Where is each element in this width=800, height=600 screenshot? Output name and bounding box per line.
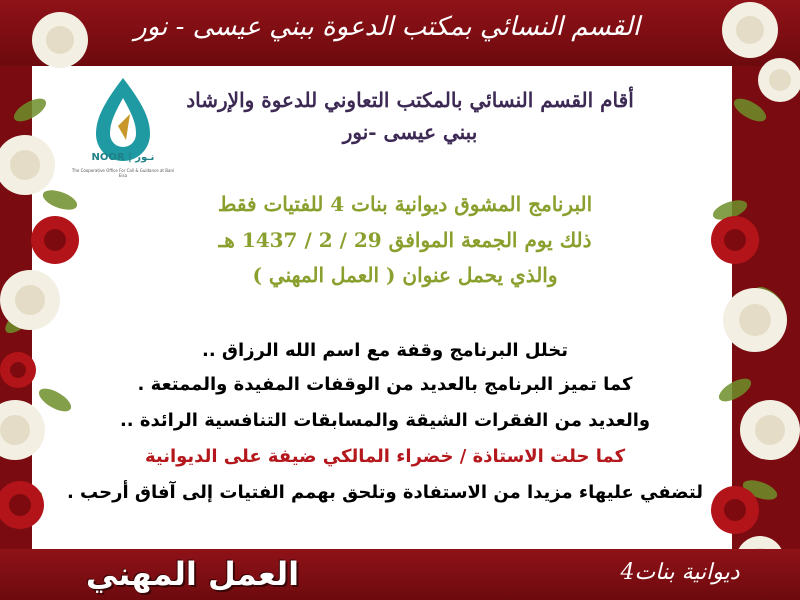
logo-tagline: The Cooperative Office For Call & Guidance at Bani Eisa	[71, 168, 175, 178]
noor-logo	[68, 74, 178, 184]
white-rose	[723, 288, 787, 352]
detail-line-2: كما تميز البرنامج بالعديد من الوقفات المفيدة والممتعة .	[137, 374, 633, 395]
program-line-3: والذي يحمل عنوان ( العمل المهني )	[252, 263, 558, 287]
organizer-line-1: أقام القسم النسائي بالمكتب التعاوني للدعوة والإرشاد	[186, 88, 634, 112]
right-rose-border	[690, 0, 800, 600]
red-rose	[711, 216, 759, 264]
red-rose	[711, 486, 759, 534]
footer-title: العمل المهني	[85, 555, 300, 593]
detail-line-4: كما حلت الاستاذة / خضراء المالكي ضيفة على الديوانية	[144, 446, 626, 467]
white-rose	[0, 270, 60, 330]
white-rose	[740, 400, 800, 460]
logo-brand: NOOR | نـور	[91, 152, 155, 163]
white-rose	[722, 2, 778, 58]
footer-subtitle: ديوانية بنات4	[620, 560, 740, 585]
program-line-1: البرنامج المشوق ديوانية بنات 4 للفتيات فقط	[217, 192, 593, 216]
red-rose	[0, 481, 44, 529]
red-rose	[0, 352, 36, 388]
header-title: القسم النسائي بمكتب الدعوة ببني عيسى - نور	[134, 12, 640, 42]
program-line-2: ذلك يوم الجمعة الموافق 29 / 2 / 1437 هـ	[218, 228, 592, 252]
white-rose	[0, 400, 45, 460]
white-rose	[0, 135, 55, 195]
detail-line-3: والعديد من الفقرات الشيقة والمسابقات التنافسية الرائدة ..	[119, 410, 651, 431]
detail-line-5: لتضفي عليهاء مزيدا من الاستفادة وتلحق بهمم الفتيات إلى آفاق أرحب .	[66, 482, 704, 503]
organizer-line-2: ببني عيسى -نور	[342, 120, 478, 144]
red-rose	[31, 216, 79, 264]
white-rose	[758, 58, 800, 102]
white-rose	[32, 12, 88, 68]
detail-line-1: تخلل البرنامج وقفة مع اسم الله الرزاق ..	[201, 340, 568, 361]
